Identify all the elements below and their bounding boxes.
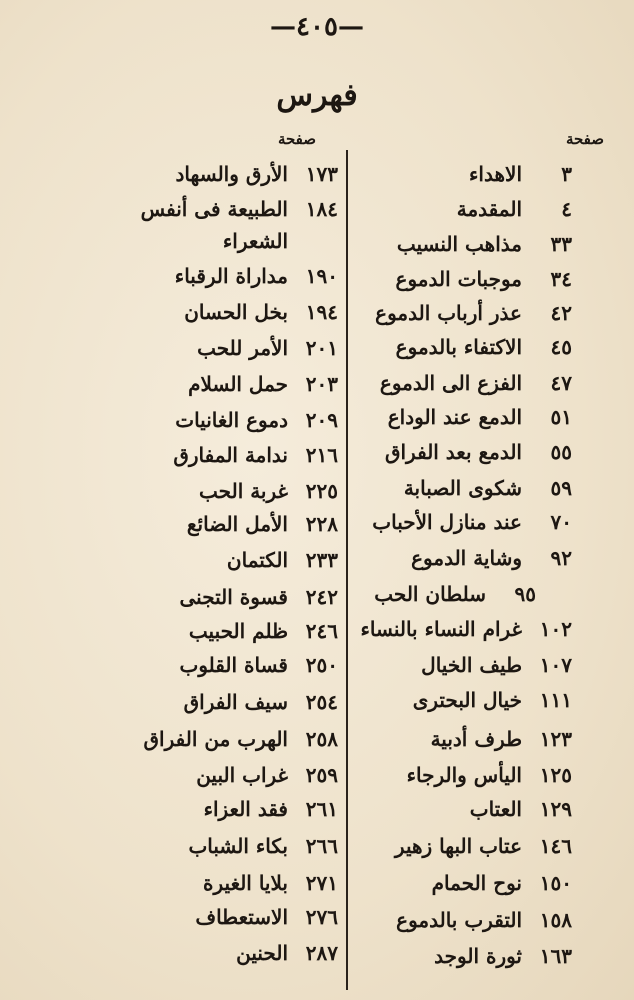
index-entry bbox=[396, 908, 572, 932]
entry-page: ٩٥ bbox=[514, 582, 536, 606]
entry-topic: عذر أرباب الدموع bbox=[375, 301, 522, 325]
entry-page: ٢٥٨ bbox=[305, 727, 338, 751]
entry-topic: مذاهب النسيب bbox=[396, 232, 522, 256]
entry-page: ٣٤ bbox=[550, 267, 572, 291]
index-entry bbox=[397, 232, 572, 256]
entry-topic: سيف الفراق bbox=[183, 690, 288, 714]
entry-page: ٢٥٤ bbox=[305, 690, 338, 714]
entry-page: ٩٢ bbox=[550, 546, 572, 570]
entry-page: ٢٢٨ bbox=[305, 512, 338, 536]
index-entry bbox=[372, 510, 572, 534]
index-entry bbox=[173, 443, 338, 467]
entry-page: ١٢٥ bbox=[539, 763, 572, 787]
entry-page: ٢٧٦ bbox=[305, 905, 338, 929]
entry-topic: الاكتفاء بالدموع bbox=[395, 335, 522, 359]
index-entry bbox=[197, 336, 338, 360]
entry-topic: الكتمان bbox=[226, 548, 288, 572]
index-entry bbox=[236, 941, 338, 965]
entry-topic: وشاية الدموع bbox=[411, 546, 522, 570]
entry-page: ٢٨٧ bbox=[305, 941, 338, 965]
index-entry bbox=[189, 619, 338, 643]
entry-topic: الفزع الى الدموع bbox=[379, 371, 522, 395]
entry-topic: ثورة الوجد bbox=[434, 944, 522, 968]
entry-page: ٤٢ bbox=[550, 301, 572, 325]
entry-topic: الطبيعة فى أنفس bbox=[140, 197, 288, 221]
index-entry bbox=[421, 653, 572, 677]
entry-topic: غربة الحب bbox=[199, 479, 288, 503]
entry-page: ١٢٣ bbox=[539, 727, 572, 751]
entry-page: ١٠٧ bbox=[539, 653, 572, 677]
index-entry bbox=[195, 905, 338, 929]
index-entry bbox=[187, 512, 338, 536]
index-entry bbox=[388, 405, 572, 429]
entry-page: ٢٤٢ bbox=[305, 585, 338, 609]
entry-page: ١٩٤ bbox=[305, 300, 338, 324]
index-entry bbox=[469, 162, 572, 186]
index-entry bbox=[396, 335, 572, 359]
entry-topic: الشعراء bbox=[222, 229, 288, 253]
entry-page: ١١١ bbox=[539, 688, 572, 712]
entry-topic: عند منازل الأحباب bbox=[372, 510, 522, 534]
index-entry bbox=[199, 479, 338, 503]
entry-topic: الدمع عند الوداع bbox=[387, 405, 522, 429]
index-entry bbox=[184, 300, 338, 324]
index-entry bbox=[175, 408, 338, 432]
index-entry bbox=[396, 267, 572, 291]
entry-topic: نوح الحمام bbox=[431, 871, 522, 895]
entry-topic: مداراة الرقباء bbox=[174, 264, 288, 288]
entry-page: ١٩٠ bbox=[305, 264, 338, 288]
index-entry bbox=[411, 546, 572, 570]
entry-topic: دموع الغانيات bbox=[175, 408, 288, 432]
index-entry bbox=[395, 834, 572, 858]
index-entry bbox=[141, 197, 338, 221]
index-entry bbox=[457, 197, 572, 221]
entry-page: ٥٩ bbox=[550, 476, 572, 500]
entry-topic: الدمع بعد الفراق bbox=[384, 440, 522, 464]
entry-topic: ظلم الحبيب bbox=[188, 619, 288, 643]
entry-page: ٢٢٥ bbox=[305, 479, 338, 503]
entry-page: ١٥٨ bbox=[539, 908, 572, 932]
entry-page: ٢٦٦ bbox=[305, 834, 338, 858]
index-entry bbox=[188, 834, 338, 858]
entry-page: ١٠٢ bbox=[539, 617, 572, 641]
index-entry bbox=[374, 582, 536, 606]
entry-topic: العتاب bbox=[469, 797, 522, 821]
entry-page: ١٦٣ bbox=[539, 944, 572, 968]
entry-topic: اليأس والرجاء bbox=[406, 763, 522, 787]
entry-page: ٥١ bbox=[550, 405, 572, 429]
entry-page: ٢٤٦ bbox=[305, 619, 338, 643]
entry-page: ٤ bbox=[561, 197, 572, 221]
entry-topic: بلايا الغيرة bbox=[203, 871, 288, 895]
index-entry bbox=[413, 688, 572, 712]
entry-topic: الهرب من الفراق bbox=[143, 727, 288, 751]
index-entry bbox=[175, 264, 338, 288]
index-entry bbox=[432, 871, 572, 895]
entry-page: ٢٥٩ bbox=[305, 763, 338, 787]
entry-page: ٢٣٣ bbox=[305, 548, 338, 572]
index-entry bbox=[204, 797, 338, 821]
entry-page: ١٢٩ bbox=[539, 797, 572, 821]
entry-topic: طرف أدبية bbox=[430, 727, 522, 751]
entry-page: ٤٧ bbox=[550, 371, 572, 395]
index-entry bbox=[176, 162, 338, 186]
entry-topic: التقرب بالدموع bbox=[396, 908, 522, 932]
entry-topic: موجبات الدموع bbox=[395, 267, 522, 291]
index-entry bbox=[380, 371, 572, 395]
entry-page: ٧٠ bbox=[550, 510, 572, 534]
entry-topic: بكاء الشباب bbox=[188, 834, 288, 858]
entry-topic: حمل السلام bbox=[188, 372, 288, 396]
column-divider bbox=[346, 150, 348, 990]
index-entry bbox=[180, 585, 338, 609]
entry-page: ١٧٣ bbox=[305, 162, 338, 186]
entry-page: ٢٠١ bbox=[305, 336, 338, 360]
entry-page: ١٥٠ bbox=[539, 871, 572, 895]
index-entry bbox=[144, 727, 338, 751]
entry-page: ١٨٤ bbox=[305, 197, 338, 221]
entry-topic: طيف الخيال bbox=[421, 653, 522, 677]
index-entry bbox=[196, 763, 338, 787]
index-entry bbox=[188, 372, 338, 396]
entry-topic: شكوى الصبابة bbox=[403, 476, 522, 500]
index-entry bbox=[404, 476, 572, 500]
entry-topic: بخل الحسان bbox=[184, 300, 288, 324]
entry-topic: الأرق والسهاد bbox=[175, 162, 288, 186]
entry-topic: فقد العزاء bbox=[203, 797, 288, 821]
index-entry bbox=[203, 871, 338, 895]
index-entry bbox=[360, 617, 572, 641]
index-entry bbox=[434, 944, 572, 968]
index-entry bbox=[184, 690, 338, 714]
index-entry bbox=[431, 727, 572, 751]
entry-topic: الأمل الضائع bbox=[186, 512, 288, 536]
index-entry bbox=[180, 653, 339, 677]
index-entry bbox=[407, 763, 572, 787]
entry-page: ٢٠٣ bbox=[305, 372, 338, 396]
entry-topic: الاستعطاف bbox=[195, 905, 288, 929]
entry-topic: ندامة المفارق bbox=[173, 443, 288, 467]
entry-topic: خيال البحترى bbox=[412, 688, 522, 712]
index-entry bbox=[375, 301, 572, 325]
entry-page: ٢١٦ bbox=[305, 443, 338, 467]
entry-topic: المقدمة bbox=[456, 197, 522, 221]
entry-topic: الأمر للحب bbox=[197, 336, 288, 360]
entry-page: ٤٥ bbox=[550, 335, 572, 359]
entry-page: ٢٠٩ bbox=[305, 408, 338, 432]
entry-topic: عتاب البها زهير bbox=[394, 834, 522, 858]
index-entry bbox=[223, 229, 338, 253]
entry-page: ٣ bbox=[561, 162, 572, 186]
index-entry bbox=[470, 797, 572, 821]
entry-topic: الحنين bbox=[236, 941, 288, 965]
entry-page: ٢٦١ bbox=[305, 797, 338, 821]
left-column-header: صفحة bbox=[277, 130, 316, 148]
index-entry bbox=[385, 440, 572, 464]
entry-topic: غراب البين bbox=[196, 763, 288, 787]
entry-topic: قسوة التجنى bbox=[179, 585, 288, 609]
entry-topic: قساة القلوب bbox=[179, 653, 288, 677]
page-number: —٤٠٥— bbox=[270, 12, 364, 42]
page-title: فهرس bbox=[276, 78, 358, 113]
entry-topic: سلطان الحب bbox=[374, 582, 486, 606]
entry-page: ٥٥ bbox=[550, 440, 572, 464]
entry-page: ١٤٦ bbox=[539, 834, 572, 858]
entry-topic: الاهداء bbox=[469, 162, 522, 186]
right-column-header: صفحة bbox=[565, 130, 604, 148]
entry-page: ٢٥٠ bbox=[305, 653, 338, 677]
index-entry bbox=[227, 548, 338, 572]
entry-topic: غرام النساء بالنساء bbox=[360, 617, 522, 641]
entry-page: ٢٧١ bbox=[305, 871, 338, 895]
entry-page: ٣٣ bbox=[550, 232, 572, 256]
